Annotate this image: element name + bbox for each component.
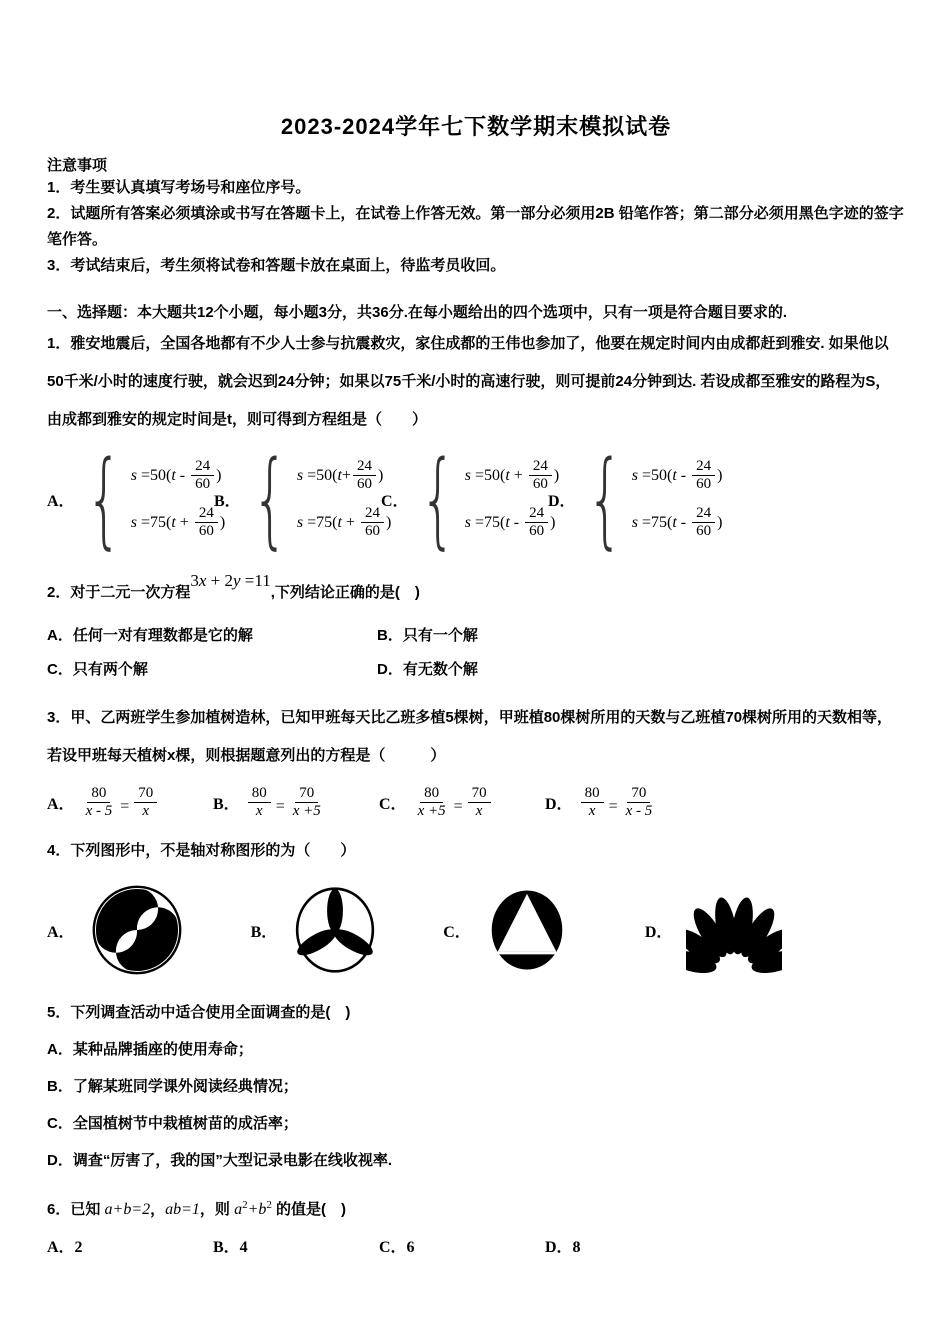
q2-stem-post: ,下列结论正确的是( ) bbox=[270, 584, 420, 601]
q6-stem-post: 的值是( ) bbox=[271, 1201, 347, 1218]
math-var: s bbox=[130, 513, 137, 531]
numerator: 70 bbox=[134, 785, 157, 803]
numerator: 24 bbox=[191, 458, 214, 476]
denominator: 60 bbox=[696, 476, 712, 492]
option-label: B． bbox=[250, 923, 278, 941]
numerator: 80 bbox=[420, 785, 443, 803]
fraction bbox=[692, 458, 715, 493]
denominator: 60 bbox=[696, 523, 712, 539]
numerator: 24 bbox=[525, 505, 548, 523]
q2-stem bbox=[47, 571, 905, 608]
q2-option-d: D．有无数个解 bbox=[377, 661, 478, 678]
equation bbox=[465, 505, 559, 540]
math-var: s bbox=[130, 466, 137, 484]
denominator: 60 bbox=[198, 523, 214, 539]
fraction bbox=[525, 505, 548, 540]
fraction bbox=[581, 785, 604, 820]
numerator: 80 bbox=[248, 785, 271, 803]
denominator: x +5 bbox=[292, 803, 321, 819]
system-brace: { bbox=[419, 438, 456, 560]
exponent: 2 bbox=[242, 1199, 248, 1211]
q4-options-row bbox=[47, 878, 905, 982]
q1-option-a bbox=[47, 438, 226, 560]
math-text: + bbox=[175, 513, 193, 531]
numerator: 24 bbox=[529, 458, 552, 476]
math-var: s bbox=[464, 513, 471, 531]
fraction bbox=[290, 785, 324, 820]
option-label: A． bbox=[47, 492, 75, 510]
math-text: ) bbox=[377, 466, 384, 484]
numerator: 70 bbox=[627, 785, 650, 803]
math-text: =75( bbox=[303, 513, 338, 531]
notice-item-1: 1．考生要认真填写考场号和座位序号。 bbox=[47, 179, 311, 196]
q3-options-row bbox=[47, 785, 905, 820]
equation bbox=[131, 505, 225, 540]
math-text: =50( bbox=[136, 466, 172, 484]
math-text: ) bbox=[216, 466, 222, 484]
numerator: 24 bbox=[692, 458, 715, 476]
punctuation: ， bbox=[150, 1201, 166, 1218]
fraction bbox=[692, 505, 715, 540]
denominator: x bbox=[588, 803, 596, 819]
q2-options bbox=[47, 624, 905, 679]
math-var: x bbox=[198, 571, 207, 590]
math-var: t bbox=[171, 466, 176, 484]
denominator: 60 bbox=[364, 523, 380, 539]
q3-option-b bbox=[213, 785, 379, 820]
propeller-icon bbox=[291, 878, 379, 982]
equation bbox=[632, 458, 723, 493]
math-text: 3 bbox=[190, 571, 199, 590]
q6-stem bbox=[47, 1191, 905, 1224]
math-text: ) bbox=[553, 466, 560, 484]
math-text: =50( bbox=[637, 466, 673, 484]
denominator: 60 bbox=[195, 476, 211, 492]
math-var: +b bbox=[247, 1201, 267, 1218]
fraction bbox=[191, 458, 214, 493]
denominator: 60 bbox=[529, 523, 545, 539]
math-var: s bbox=[296, 466, 304, 484]
q5-stem: 5．下列调查活动中适合使用全面调查的是( ) bbox=[47, 1004, 351, 1021]
q3-option-d bbox=[545, 785, 711, 820]
denominator: x - 5 bbox=[625, 803, 653, 819]
math-text: =75( bbox=[470, 513, 506, 531]
q6-option-b: B．4 bbox=[213, 1239, 248, 1256]
math-var: t bbox=[672, 513, 677, 531]
math-var: y bbox=[232, 571, 241, 590]
q5-option-d: D．调查“厉害了，我的国”大型记录电影在线收视率. bbox=[47, 1152, 393, 1169]
equation bbox=[465, 458, 559, 493]
system-brace: { bbox=[586, 438, 623, 560]
fraction bbox=[248, 785, 271, 820]
math-text: ) bbox=[219, 513, 226, 531]
q6-stem-mid: ，则 bbox=[199, 1201, 235, 1218]
system-brace: { bbox=[85, 438, 122, 560]
math-text: + 2 bbox=[206, 571, 233, 590]
equation bbox=[297, 458, 391, 493]
petal-fan-icon bbox=[686, 878, 782, 982]
q3-option-a bbox=[47, 785, 213, 820]
q4-option-b bbox=[251, 878, 380, 982]
option-label: D． bbox=[644, 923, 673, 941]
math-var: t bbox=[337, 466, 342, 484]
math-expr: ab=1 bbox=[165, 1201, 200, 1218]
q4-option-c bbox=[443, 878, 569, 982]
swirl-icon bbox=[89, 878, 185, 982]
q6-option-a: A．2 bbox=[47, 1239, 83, 1256]
math-var: t bbox=[337, 513, 342, 531]
math-text: + bbox=[509, 466, 527, 484]
math-text: - bbox=[676, 513, 691, 531]
option-label: C． bbox=[379, 796, 407, 813]
q6-option-d: D．8 bbox=[545, 1239, 581, 1256]
math-var: t bbox=[672, 466, 677, 484]
math-text: =75( bbox=[136, 513, 172, 531]
fraction bbox=[623, 785, 656, 820]
option-label: B． bbox=[213, 796, 240, 813]
math-text: =50( bbox=[470, 466, 506, 484]
q1-options-row bbox=[47, 438, 905, 560]
notice-item-3: 3．考试结束后，考生须将试卷和答题卡放在桌面上，待监考员收回。 bbox=[47, 257, 506, 274]
q2-option-a: A．任何一对有理数都是它的解 bbox=[47, 627, 253, 644]
equals-sign: = bbox=[608, 797, 618, 815]
numerator: 24 bbox=[195, 505, 218, 523]
fraction bbox=[468, 785, 491, 820]
math-var: t bbox=[171, 513, 176, 531]
math-var: t bbox=[505, 513, 510, 531]
math-text: =75( bbox=[637, 513, 673, 531]
equation-system bbox=[465, 458, 559, 540]
q2-equation bbox=[190, 571, 270, 590]
equation-system bbox=[131, 458, 225, 540]
math-var: t bbox=[505, 466, 510, 484]
q2-stem-pre: 2．对于二元一次方程 bbox=[47, 584, 191, 601]
numerator: 24 bbox=[692, 505, 715, 523]
circle-triangle-icon bbox=[485, 878, 569, 982]
equals-sign: = bbox=[120, 797, 130, 815]
equation bbox=[297, 505, 391, 540]
equation bbox=[632, 505, 723, 540]
numerator: 70 bbox=[468, 785, 491, 803]
math-text: ) bbox=[717, 513, 723, 531]
q3-option-c bbox=[379, 785, 545, 820]
math-var: a bbox=[234, 1201, 243, 1218]
denominator: x - 5 bbox=[85, 803, 113, 819]
q4-stem: 4．下列图形中，不是轴对称图形的为（ ） bbox=[47, 842, 356, 859]
q1-stem: 1．雅安地震后，全国各地都有不少人士参与抗震救灾，家住成都的王伟也参加了，他要在规定时间内由成都赶到雅安. 如果他以50千米/小时的速度行驶，就会迟到24分钟；如果以75千米/小时的高速行驶，则可提前24分钟到达. 若设成都至雅安的路程为S，由成都到雅安的规定时间是t，则可得到方程组是（ ） bbox=[47, 335, 891, 428]
fraction bbox=[353, 458, 376, 493]
denominator: x bbox=[475, 803, 483, 819]
q4-option-d bbox=[645, 878, 783, 982]
math-text: =50( bbox=[303, 466, 338, 484]
q1-option-d bbox=[548, 438, 723, 560]
notice-item-2: 2．试题所有答案必须填涂或书写在答题卡上，在试卷上作答无效。第一部分必须用2B 铅笔作答；第二部分必须用黑色字迹的签字笔作答。 bbox=[47, 205, 904, 248]
numerator: 80 bbox=[581, 785, 604, 803]
math-text: + bbox=[341, 466, 351, 484]
math-var: s bbox=[296, 513, 304, 531]
q6-stem-pre: 6．已知 bbox=[47, 1201, 105, 1218]
math-text: - bbox=[676, 466, 691, 484]
q5-option-c: C．全国植树节中栽植树苗的成活率； bbox=[47, 1115, 298, 1132]
exponent: 2 bbox=[266, 1199, 272, 1211]
math-var: s bbox=[631, 513, 638, 531]
q5-option-b: B．了解某班同学课外阅读经典情况； bbox=[47, 1078, 298, 1095]
q1-option-c bbox=[381, 438, 560, 560]
math-expr: a+b=2 bbox=[104, 1201, 151, 1218]
denominator: 60 bbox=[356, 476, 372, 492]
math-var: s bbox=[464, 466, 471, 484]
equals-sign: = bbox=[275, 797, 285, 815]
q4-option-a bbox=[47, 878, 185, 982]
fraction bbox=[134, 785, 157, 820]
section-1-heading: 一、选择题：本大题共12个小题，每小题3分，共36分.在每小题给出的四个选项中，只有一项是符合题目要求的. bbox=[47, 304, 788, 321]
q2-option-b: B．只有一个解 bbox=[377, 627, 478, 644]
system-brace: { bbox=[251, 438, 288, 560]
math-text: + bbox=[341, 513, 359, 531]
numerator: 24 bbox=[353, 458, 376, 476]
numerator: 80 bbox=[87, 785, 110, 803]
math-text: ) bbox=[385, 513, 392, 531]
q5-option-a: A．某种品牌插座的使用寿命； bbox=[47, 1041, 253, 1058]
exam-title: 2023-2024学年七下数学期末模拟试卷 bbox=[280, 114, 672, 139]
numerator: 70 bbox=[295, 785, 318, 803]
option-label: D． bbox=[545, 796, 573, 813]
q1-option-b bbox=[214, 438, 392, 560]
option-label: C． bbox=[381, 492, 409, 510]
denominator: x bbox=[142, 803, 150, 819]
equation-system bbox=[297, 458, 391, 540]
option-label: C． bbox=[443, 923, 471, 941]
denominator: 60 bbox=[532, 476, 548, 492]
math-text: - bbox=[175, 466, 190, 484]
q2-option-c: C．只有两个解 bbox=[47, 661, 148, 678]
equation bbox=[131, 458, 225, 493]
option-label: D． bbox=[548, 492, 576, 510]
math-text: =11 bbox=[240, 571, 271, 590]
option-label: B． bbox=[214, 492, 241, 510]
denominator: x bbox=[255, 803, 263, 819]
notice-heading: 注意事项 bbox=[47, 157, 108, 174]
question-5 bbox=[47, 994, 905, 1179]
math-text: ) bbox=[550, 513, 556, 531]
option-label: A． bbox=[47, 796, 75, 813]
option-label: A． bbox=[47, 923, 75, 941]
math-text: - bbox=[509, 513, 524, 531]
denominator: x +5 bbox=[417, 803, 446, 819]
numerator: 24 bbox=[361, 505, 384, 523]
fraction bbox=[83, 785, 116, 820]
fraction bbox=[415, 785, 449, 820]
math-var: s bbox=[631, 466, 638, 484]
q6-option-c: C．6 bbox=[379, 1239, 415, 1256]
q3-stem: 3．甲、乙两班学生参加植树造林，已知甲班每天比乙班多植5棵树，甲班植80棵树所用的天数与乙班植70棵树所用的天数相等，若设甲班每天植树x棵，则根据题意列出的方程是（ ） bbox=[47, 709, 893, 764]
equals-sign: = bbox=[453, 797, 463, 815]
equation-system bbox=[632, 458, 723, 540]
math-text: ) bbox=[717, 466, 723, 484]
q6-options-row bbox=[47, 1234, 905, 1257]
